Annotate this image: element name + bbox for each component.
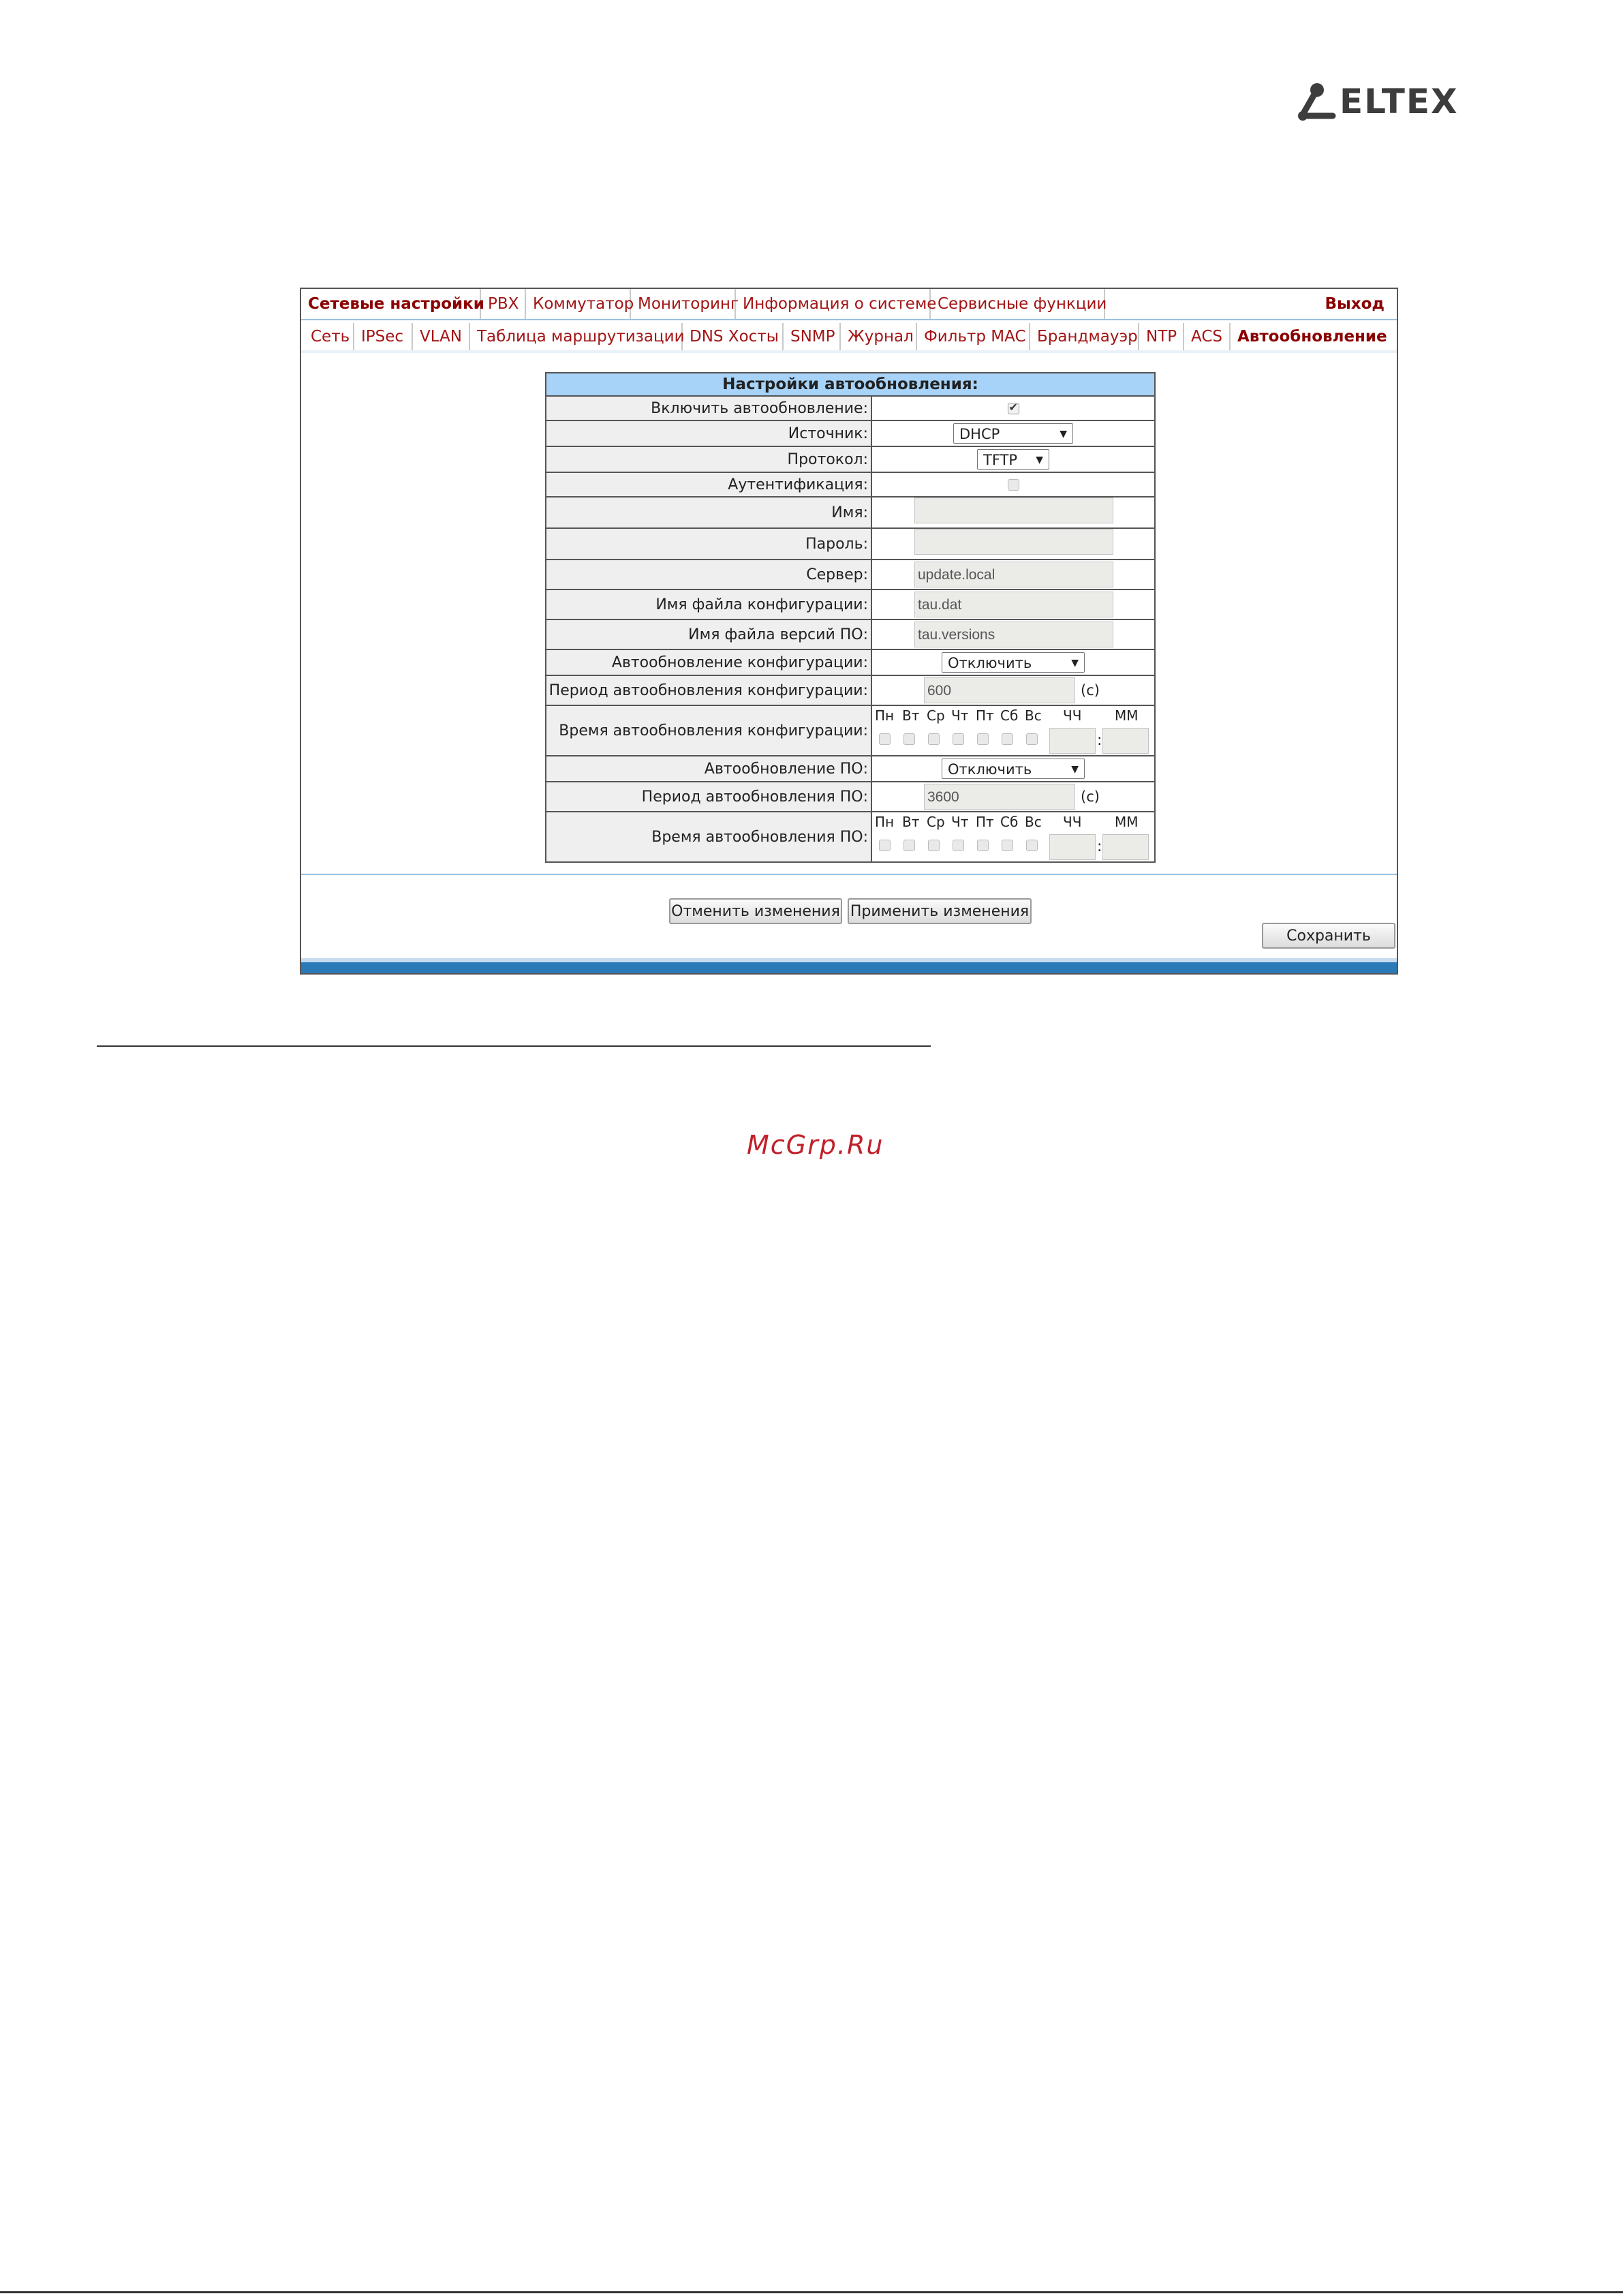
- logo-text: ELTEX: [1340, 82, 1459, 121]
- apply-changes-button[interactable]: Применить изменения: [848, 898, 1032, 924]
- day-label: Вт: [902, 707, 920, 724]
- day-label: Пт: [976, 707, 994, 724]
- chevron-down-icon: ▼: [1071, 764, 1079, 775]
- minute-input[interactable]: [1102, 834, 1149, 860]
- day-checkbox[interactable]: [928, 840, 940, 851]
- day-label: Вс: [1025, 814, 1042, 830]
- protocol-select-value: TFTP: [983, 452, 1018, 468]
- server-label: Сервер:: [546, 560, 871, 590]
- subnav-band: [301, 350, 1397, 353]
- top-navigation: [301, 289, 1397, 320]
- tab-switch[interactable]: Коммутатор: [526, 289, 631, 319]
- time-colon: :: [1097, 732, 1102, 749]
- subtab-firewall[interactable]: Брандмауэр: [1030, 323, 1139, 350]
- day-label: Вт: [902, 814, 920, 830]
- autoupdate-settings-table: [545, 372, 1156, 863]
- day-checkbox[interactable]: [1002, 733, 1013, 745]
- settings-title: Настройки автообновления:: [546, 373, 1155, 396]
- fw-time-label: Время автообновления ПО:: [546, 812, 871, 862]
- day-label: Чт: [951, 707, 969, 724]
- day-checkbox[interactable]: [953, 733, 964, 745]
- config-schedule: [872, 706, 1154, 755]
- day-label: Вс: [1025, 707, 1042, 724]
- footer-bar: [301, 962, 1397, 975]
- save-button[interactable]: Сохранить: [1262, 923, 1395, 949]
- day-checkbox[interactable]: [903, 733, 915, 745]
- day-checkbox[interactable]: [928, 733, 940, 745]
- chevron-down-icon: ▼: [1036, 455, 1043, 465]
- password-label: Пароль:: [546, 528, 871, 560]
- protocol-label: Протокол:: [546, 446, 871, 472]
- day-label: Чт: [951, 814, 969, 830]
- sub-navigation: [301, 320, 1397, 353]
- tab-service-functions[interactable]: Сервисные функции: [931, 289, 1105, 319]
- name-input[interactable]: [914, 498, 1113, 523]
- subtab-acs[interactable]: ACS: [1184, 323, 1231, 350]
- protocol-select[interactable]: [977, 449, 1049, 470]
- subtab-autoupdate[interactable]: Автообновление: [1231, 323, 1385, 350]
- hour-input[interactable]: [1049, 834, 1096, 860]
- subtab-ntp[interactable]: NTP: [1139, 323, 1184, 350]
- config-file-label: Имя файла конфигурации:: [546, 590, 871, 619]
- day-label: Сб: [1000, 707, 1019, 724]
- config-time-label: Время автообновления конфигурации:: [546, 705, 871, 756]
- day-checkbox[interactable]: [977, 733, 989, 745]
- config-update-label: Автообновление конфигурации:: [546, 649, 871, 675]
- web-interface-screenshot: [300, 288, 1398, 975]
- subtab-mac-filter[interactable]: Фильтр MAC: [917, 323, 1030, 350]
- minute-label: ММ: [1115, 814, 1139, 830]
- day-checkbox[interactable]: [1002, 840, 1013, 851]
- source-select[interactable]: [953, 423, 1073, 444]
- server-input[interactable]: update.local: [914, 562, 1113, 587]
- eltex-logo: [1297, 80, 1461, 123]
- fw-update-select[interactable]: [942, 759, 1085, 779]
- section-rule: [97, 1045, 931, 1047]
- source-label: Источник:: [546, 420, 871, 446]
- subtab-dns-hosts[interactable]: DNS Хосты: [683, 323, 784, 350]
- config-period-input[interactable]: 600: [924, 677, 1075, 703]
- minute-label: ММ: [1115, 707, 1139, 724]
- page-bottom-rule: [0, 2291, 1623, 2293]
- day-checkbox[interactable]: [953, 840, 964, 851]
- day-checkbox[interactable]: [1026, 840, 1038, 851]
- enable-label: Включить автообновление:: [546, 396, 871, 420]
- watermark: McGrp.Ru: [747, 1130, 884, 1160]
- day-checkbox[interactable]: [1026, 733, 1038, 745]
- fw-period-input[interactable]: 3600: [924, 784, 1075, 810]
- logo-mark-icon: [1297, 80, 1337, 123]
- subtab-ipsec[interactable]: IPSec: [354, 323, 413, 350]
- config-update-select[interactable]: [942, 652, 1085, 673]
- tab-system-info[interactable]: Информация о системе: [736, 289, 931, 319]
- chevron-down-icon: ▼: [1071, 658, 1079, 669]
- logout-link[interactable]: Выход: [1325, 295, 1385, 313]
- tab-monitoring[interactable]: Мониторинг: [631, 289, 736, 319]
- day-label: Ср: [927, 707, 945, 724]
- config-period-unit: (с): [1081, 682, 1100, 699]
- hour-label: ЧЧ: [1063, 707, 1082, 724]
- day-checkbox[interactable]: [879, 733, 891, 745]
- day-checkbox[interactable]: [977, 840, 989, 851]
- tab-pbx[interactable]: PBX: [481, 289, 526, 319]
- fw-update-select-value: Отключить: [948, 761, 1032, 778]
- time-colon: :: [1097, 838, 1102, 855]
- versions-file-input[interactable]: tau.versions: [914, 622, 1113, 647]
- subtab-network[interactable]: Сеть: [304, 323, 354, 350]
- day-label: Сб: [1000, 814, 1019, 830]
- hour-input[interactable]: [1049, 728, 1096, 754]
- versions-file-label: Имя файла версий ПО:: [546, 619, 871, 649]
- password-input[interactable]: [914, 529, 1113, 555]
- cancel-changes-button[interactable]: Отменить изменения: [669, 898, 842, 924]
- subtab-vlan[interactable]: VLAN: [413, 323, 470, 350]
- auth-checkbox[interactable]: [1008, 479, 1019, 491]
- fw-update-label: Автообновление ПО:: [546, 756, 871, 782]
- config-file-input[interactable]: tau.dat: [914, 592, 1113, 617]
- config-period-label: Период автообновления конфигурации:: [546, 675, 871, 705]
- name-label: Имя:: [546, 497, 871, 528]
- subtab-log[interactable]: Журнал: [841, 323, 917, 350]
- day-checkbox[interactable]: [903, 840, 915, 851]
- fw-period-label: Период автообновления ПО:: [546, 782, 871, 812]
- content-divider: [301, 874, 1397, 875]
- day-label: Ср: [927, 814, 945, 830]
- auth-label: Аутентификация:: [546, 472, 871, 497]
- hour-label: ЧЧ: [1063, 814, 1082, 830]
- day-label: Пт: [976, 814, 994, 830]
- chevron-down-icon: ▼: [1060, 429, 1067, 440]
- day-label: Пн: [875, 707, 895, 724]
- minute-input[interactable]: [1102, 728, 1149, 754]
- fw-schedule: [872, 812, 1154, 861]
- fw-period-unit: (с): [1081, 789, 1100, 805]
- day-label: Пн: [875, 814, 895, 830]
- tab-network-settings[interactable]: Сетевые настройки: [301, 289, 481, 319]
- source-select-value: DHCP: [959, 426, 1000, 442]
- subtab-snmp[interactable]: SNMP: [784, 323, 841, 350]
- config-update-select-value: Отключить: [948, 655, 1032, 671]
- enable-autoupdate-checkbox[interactable]: [1008, 403, 1019, 414]
- subtab-routing-table[interactable]: Таблица маршрутизации: [470, 323, 683, 350]
- day-checkbox[interactable]: [879, 840, 891, 851]
